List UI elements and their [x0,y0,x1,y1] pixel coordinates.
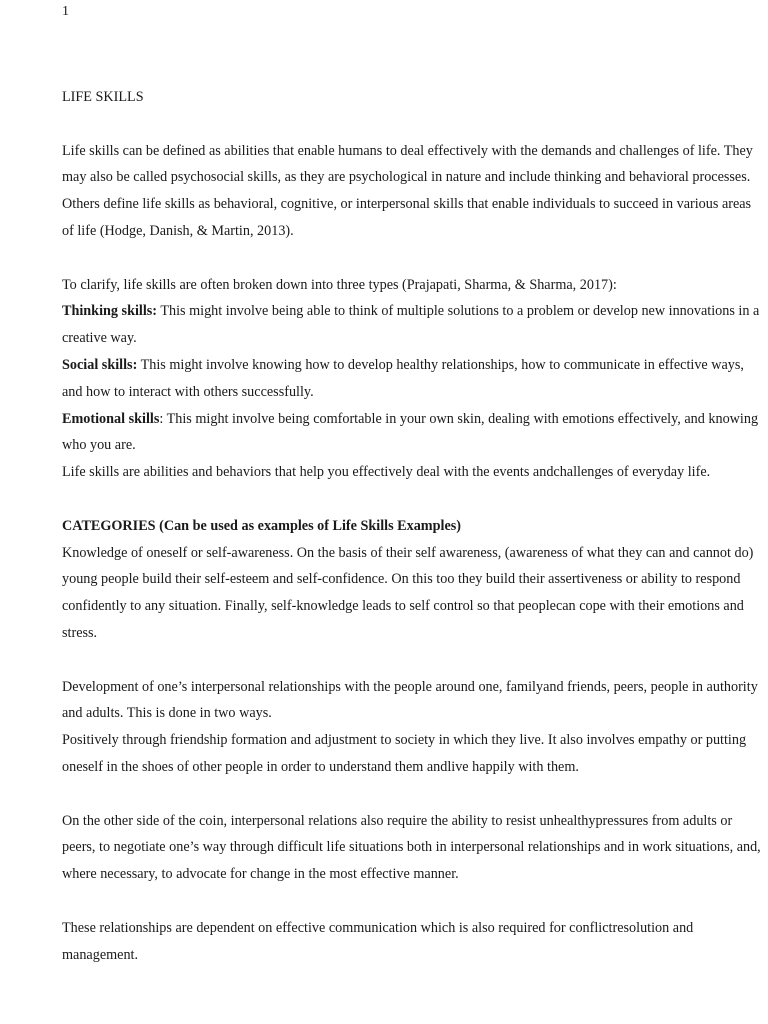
skill-type-text: This might involve being able to think of multiple solutions to a problem or develop new innovations in a creative way. [62,303,760,347]
spacer [62,888,762,915]
document-title: LIFE SKILLS [62,89,144,105]
page-number: 1 [62,4,69,19]
communication-paragraph: These relationships are dependent on effective communication which is also required for conflictresolution and management. [62,919,694,963]
categories-heading: CATEGORIES (Can be used as examples of Life Skills Examples) [62,517,462,534]
interpersonal-paragraph: Development of one’s interpersonal relationships with the people around one, familyand friends, peers, people in authority and adults. This is done in two ways. [62,678,758,722]
skill-type-thinking [62,298,762,352]
document-body [62,84,762,968]
skill-type-name: Thinking skills: [62,303,158,320]
skill-type-text: This might involve knowing how to develop healthy relationships, how to communicate in effective ways, and how to interact with others successfully. [62,356,744,400]
spacer [62,486,762,513]
positive-paragraph: Positively through friendship formation and adjustment to society in which they live. It also involves empathy or putting oneself in the shoes of other people in order to understand them andlive happily with them. [62,732,747,775]
other-side-paragraph: On the other side of the coin, interpersonal relations also require the ability to resist unhealthypressures from adults or peers, to negotiate one’s way through difficult life situations both in interpersonal relationships and in work situations, and, where necessary, to advocate for change in the most effective manner. [62,812,761,883]
clarify-paragraph: To clarify, life skills are often broken down into three types (Prajapati, Sharma, & Sharma, 2017): [62,276,617,293]
spacer [62,245,762,272]
skill-type-name: Social skills: [62,356,138,373]
skill-type-social [62,352,762,406]
summary-paragraph: Life skills are abilities and behaviors that help you effectively deal with the events andchallenges of everyday life. [62,464,711,481]
skill-type-emotional [62,406,762,460]
spacer [62,111,762,138]
skill-type-name: Emotional skills [62,410,160,427]
spacer [62,647,762,674]
self-awareness-paragraph: Knowledge of oneself or self-awareness. On the basis of their self awareness, (awareness of what they can and cannot do) young people build their self-esteem and self-confidence. On this too they build their assertiveness or ability to respond confidently to any situation. Finally, self-knowledge leads to self control so that peoplecan cope with their emotions and stress. [62,544,754,641]
intro-paragraph: Life skills can be defined as abilities that enable humans to deal effectively with the demands and challenges of life. They may also be called psychosocial skills, as they are psychological in nature and include thinking and behavioral processes. Others define life skills as behavioral, cognitive, or interpersonal skills that enable individuals to succeed in various areas of life (Hodge, Danish, & Martin, 2013). [62,142,753,239]
spacer [62,781,762,808]
skill-type-text: : This might involve being comfortable in your own skin, dealing with emotions effectively, and knowing who you are. [62,410,759,454]
